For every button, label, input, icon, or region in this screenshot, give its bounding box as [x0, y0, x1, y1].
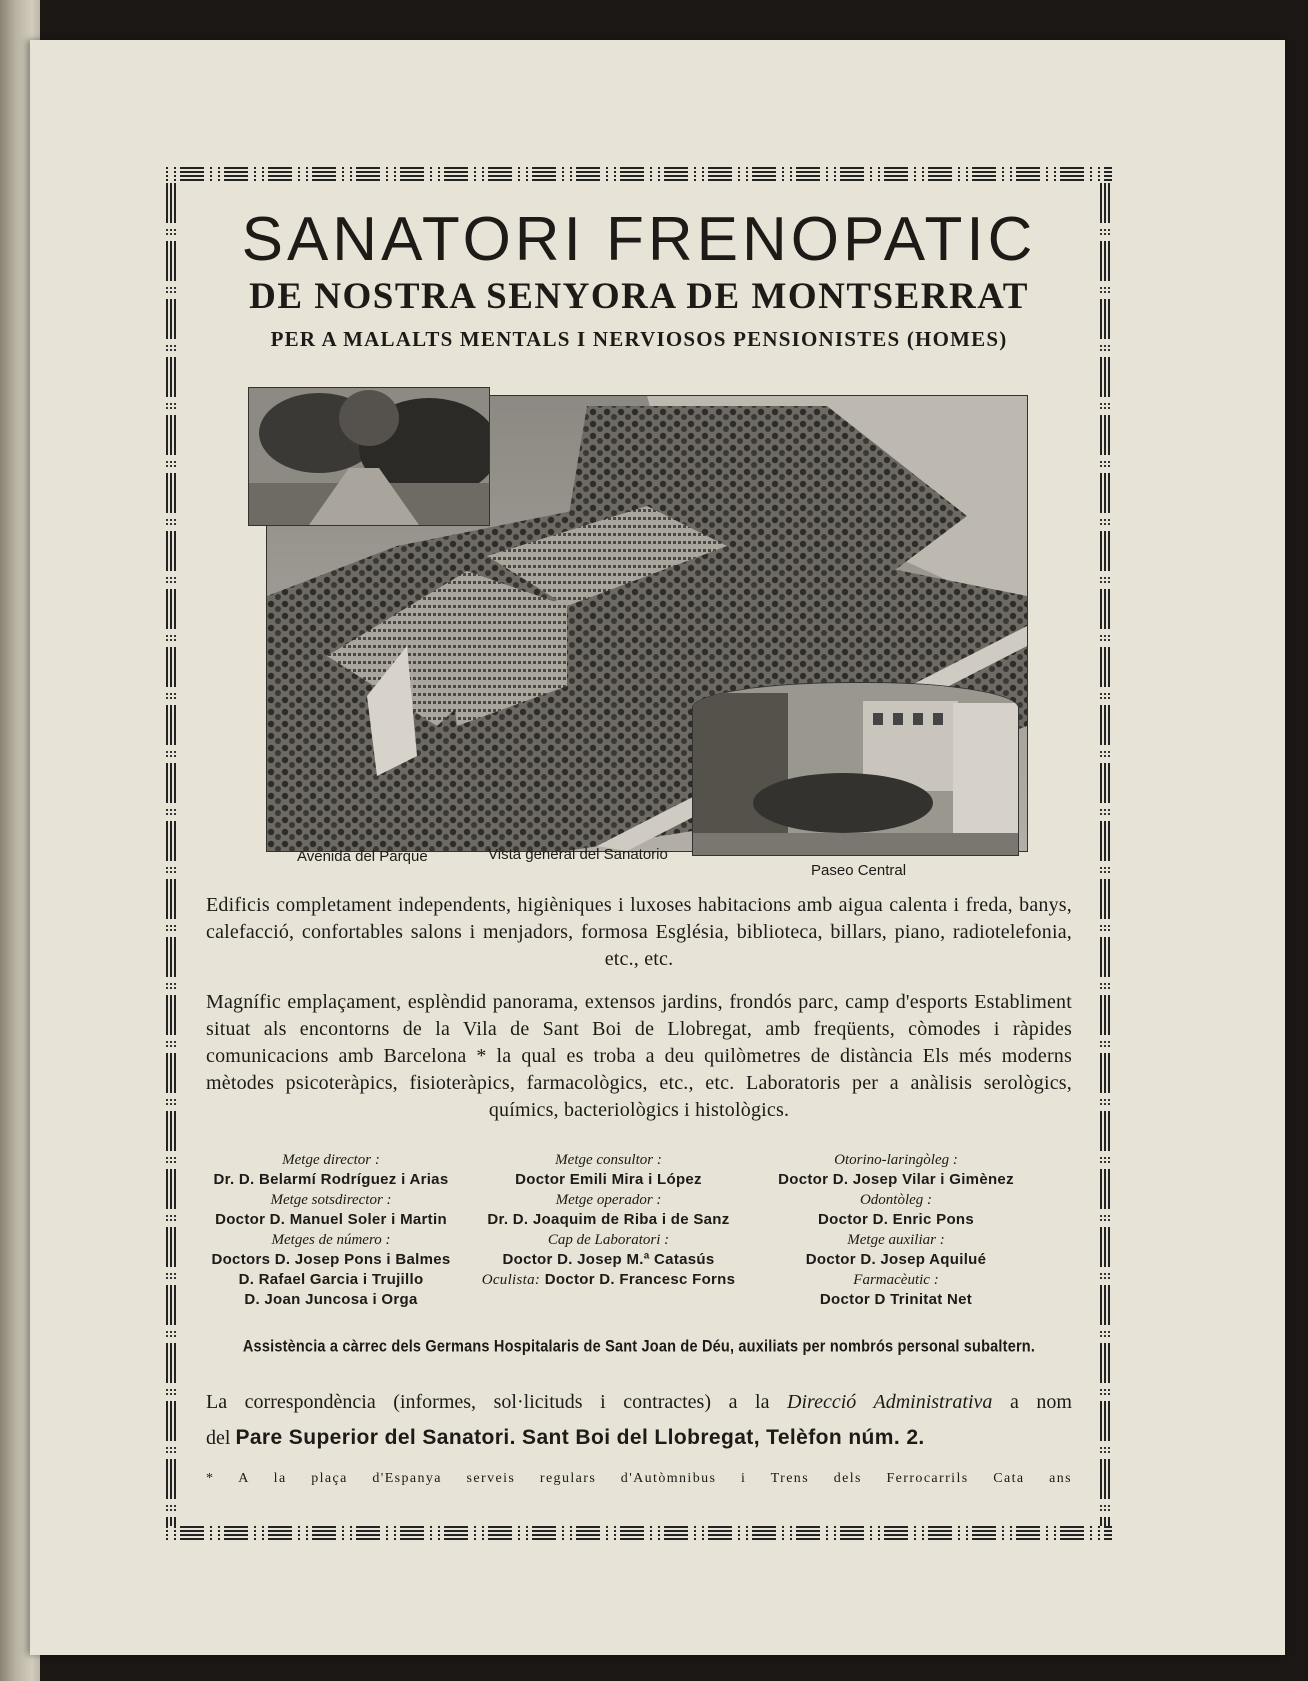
staff-name: Doctor Emili Mira i López: [515, 1171, 702, 1188]
staff-role: Metge consultor :: [555, 1152, 662, 1168]
staff-name: D. Joan Juncosa i Orga: [244, 1291, 418, 1308]
decorative-border-left: [166, 183, 178, 1526]
staff-column-3: [751, 1150, 1041, 1310]
ad-title: SANATORI FRENOPATIC: [241, 205, 1037, 274]
correspondence-text: del: [206, 1427, 236, 1449]
staff-name: Dr. D. Joaquim de Riba i de Sanz: [487, 1211, 730, 1228]
correspondence-line-2: [206, 1423, 1072, 1453]
staff-name: Doctor D Trinitat Net: [819, 1291, 973, 1308]
staff-role: Metge auxiliar :: [847, 1232, 945, 1248]
staff-role: Odontòleg :: [859, 1192, 933, 1208]
decorative-border-top: [166, 167, 1112, 183]
caption-general-view: Vista general del Sanatorio: [488, 846, 668, 863]
caption-avenue: Avenida del Parque: [297, 848, 428, 865]
staff-role: Metges de número :: [271, 1232, 391, 1248]
photo-avenue: [248, 387, 490, 526]
page: [30, 40, 1285, 1655]
staff-name-with-role: [466, 1270, 751, 1290]
decorative-border-bottom: [166, 1526, 1112, 1542]
staff-name: Doctors D. Josep Pons i Balmes: [211, 1251, 451, 1268]
advertisement-frame: [166, 167, 1112, 1542]
staff-name: Dr. D. Belarmí Rodríguez i Arias: [213, 1171, 449, 1188]
staff-name: Doctor D. Josep M.ª Catasús: [502, 1251, 715, 1268]
staff-role: Oculista:: [481, 1272, 541, 1288]
ad-tagline: PER A MALALTS MENTALS I NERVIOSOS PENSIONISTES (HOMES): [270, 327, 1008, 351]
decorative-border-right: [1100, 183, 1112, 1526]
footnote: * A la plaça d'Espanya serveis regulars d'Autòmnibus i Trens dels Ferrocarrils Cata ans: [206, 1471, 1072, 1486]
correspondence-address: Pare Superior del Sanatori. Sant Boi del Llobregat, Telèfon núm. 2.: [235, 1426, 925, 1449]
staff-name: Doctor D. Manuel Soler i Martin: [215, 1211, 447, 1228]
staff-role: Cap de Laboratori :: [547, 1232, 670, 1248]
staff-column-2: [466, 1150, 751, 1290]
staff-role: Metge sotsdirector :: [270, 1192, 392, 1208]
staff-column-1: [196, 1150, 466, 1310]
correspondence-text: La correspondència (informes, sol·licituds i contractes) a la: [206, 1391, 788, 1413]
staff-name: D. Rafael Garcia i Trujillo: [238, 1271, 424, 1288]
staff-role: Farmacèutic :: [853, 1272, 939, 1288]
staff-name: Doctor D. Josep Vilar i Gimènez: [778, 1171, 1014, 1188]
correspondence-line-1: [206, 1389, 1072, 1415]
staff-role: Metge director :: [282, 1152, 380, 1168]
staff-name: Doctor D. Josep Aquilué: [805, 1251, 987, 1268]
staff-name: Doctor D. Enric Pons: [817, 1211, 975, 1228]
staff-role: Otorino-laringòleg :: [834, 1152, 958, 1168]
ad-subtitle: DE NOSTRA SENYORA DE MONTSERRAT: [249, 276, 1029, 317]
assistance-note: Assistència a càrrec dels Germans Hospitalaris de Sant Joan de Déu, auxiliats per nombrós personal subaltern.: [242, 1337, 1036, 1357]
location-paragraph: Magnífic emplaçament, esplèndid panorama, extensos jardins, frondós parc, camp d'esports Establiment situat als encontorns de la Vila de Sant Boi de Llobregat, amb freqüents, còmodes i ràpides comunicacions amb Barcelona * la qual es troba a deu quilòmetres de distància Els més moderns mètodes psicoteràpics, fisioteràpics, farmacològics, etc., etc. Laboratoris per a anàlisis serològics, químics, bacteriològics i histològics.: [206, 991, 1072, 1121]
photo-central-walk: [692, 682, 1019, 856]
staff-role: Metge operador :: [555, 1192, 662, 1208]
facilities-paragraph: Edificis completament independents, higièniques i luxoses habitacions amb aigua calenta i freda, banys, calefacció, confortables salons i menjadors, formosa Església, biblioteca, billars, piano, radiotelefonia, etc., etc.: [206, 894, 1072, 970]
staff-name: Doctor D. Francesc Forns: [544, 1271, 736, 1288]
correspondence-office: Direcció Administrativa: [787, 1391, 993, 1413]
caption-central-walk: Paseo Central: [811, 862, 907, 879]
correspondence-text: a nom: [992, 1391, 1072, 1413]
